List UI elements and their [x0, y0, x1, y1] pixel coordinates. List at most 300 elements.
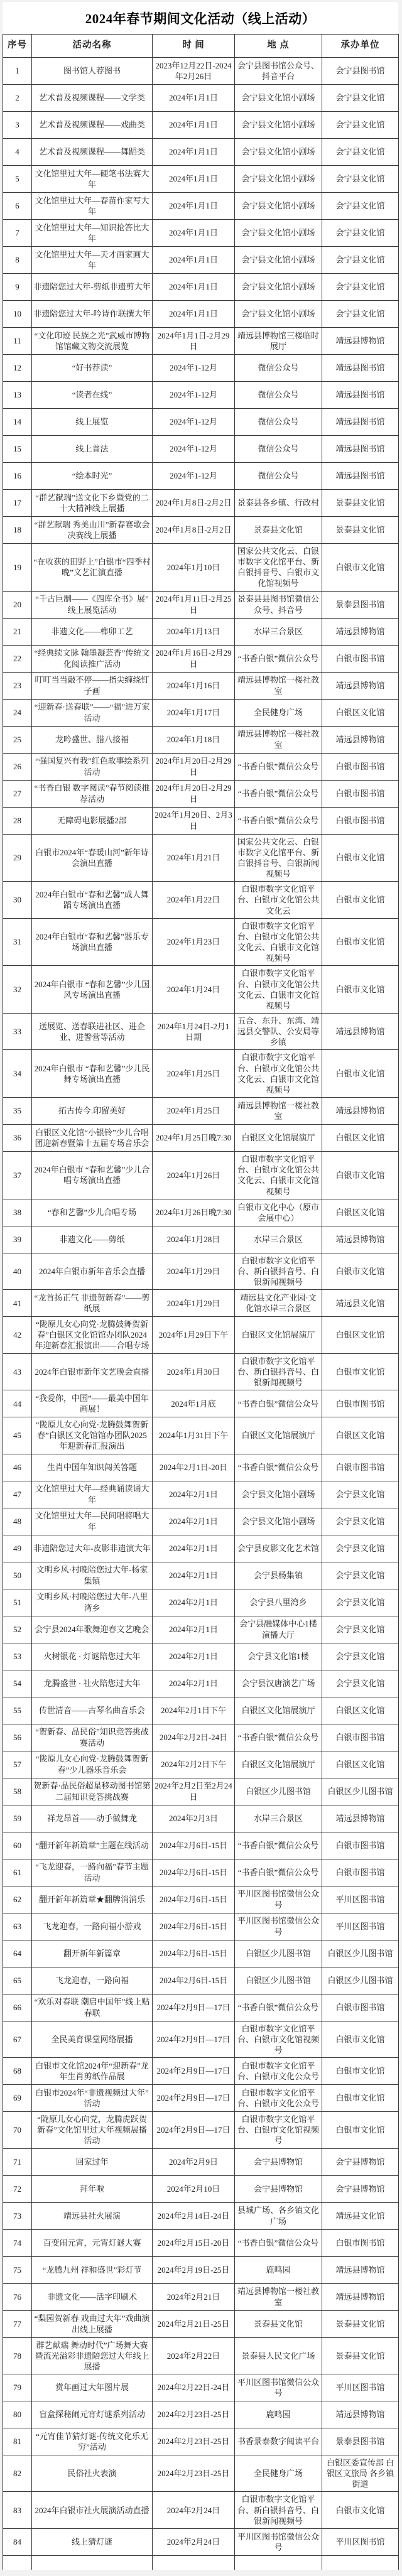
cell-location: 水岸三合景区	[235, 1226, 322, 1253]
table-row	[3, 1994, 399, 2021]
cell-organizer: 白银市文化馆	[322, 834, 399, 882]
cell-index: 50	[3, 1562, 32, 1589]
cell-index: 23	[3, 672, 32, 699]
cell-organizer: 白银市图书馆	[322, 1454, 399, 1481]
cell-time: 2024年2月1日	[153, 1616, 235, 1643]
table-row	[3, 1589, 399, 1616]
table-row	[3, 1353, 399, 1390]
table-row	[3, 1098, 399, 1125]
cell-location: 白银市文化中心（原市会展中心）	[235, 1199, 322, 1226]
cell-activity: 艺术普及视频课程——舞蹈类	[32, 139, 153, 166]
cell-organizer: 白银区文化馆	[322, 1317, 399, 1353]
cell-time: 2024年1月1日	[153, 220, 235, 247]
cell-time: 2024年2月9日—17日	[153, 2085, 235, 2112]
cell-location: 靖远县博物馆一楼社教室	[235, 726, 322, 753]
cell-activity: “龙腾九州 祥和盛世”彩灯节	[32, 2256, 153, 2283]
cell-index: 30	[3, 882, 32, 918]
cell-location: 白银区少儿图书馆	[235, 1778, 322, 1805]
table-row	[3, 807, 399, 834]
table-row	[3, 139, 399, 166]
cell-time: 2024年2月3日	[153, 1805, 235, 1832]
cell-organizer: 靖远县文化馆	[322, 2202, 399, 2229]
table-row	[3, 591, 399, 618]
cell-activity: 图书馆人荐图书	[32, 58, 153, 85]
cell-index: 47	[3, 1481, 32, 1508]
cell-index: 73	[3, 2202, 32, 2229]
cell-activity: 文化馆里过大年—春苗作家写大年	[32, 193, 153, 220]
cell-time: 2024年1月29日	[153, 1290, 235, 1317]
cell-organizer: 白银市文化馆	[322, 1152, 399, 1199]
cell-location: 景泰县文化馆	[235, 2310, 322, 2337]
cell-activity: 传世清音——古琴名曲音乐会	[32, 1697, 153, 1724]
cell-organizer: 靖远县博物馆	[322, 2401, 399, 2428]
cell-location: 微信公众号	[235, 436, 322, 463]
cell-organizer: 平川区图书馆	[322, 2374, 399, 2401]
cell-activity: 2024年白银市 “春和艺馨”少儿民舞专场演出直播	[32, 1050, 153, 1098]
cell-index: 21	[3, 618, 32, 645]
cell-location: 白银区文化馆展演厅	[235, 1417, 322, 1454]
cell-time: 2024年1-12月	[153, 355, 235, 382]
cell-time: 2024年1月25日	[153, 1050, 235, 1098]
cell-organizer: 白银市图书馆	[322, 780, 399, 807]
cell-time: 2024年1月24日	[153, 966, 235, 1014]
cell-index: 78	[3, 2337, 32, 2374]
cell-location: 会宁县融媒体中心1楼演播大厅	[235, 1616, 322, 1643]
table-row	[3, 1967, 399, 1994]
cell-time: 2024年1-12月	[153, 436, 235, 463]
table-row	[3, 58, 399, 85]
cell-activity: “书香白银 数字阅读”春节阅读推荐活动	[32, 780, 153, 807]
cell-time: 2024年1月25日	[153, 1098, 235, 1125]
bottom-gap	[0, 2570, 402, 2576]
cell-index: 60	[3, 1832, 32, 1859]
cell-time: 2024年1月10日	[153, 544, 235, 592]
table-row	[3, 436, 399, 463]
cell-time: 2024年1月1日	[153, 193, 235, 220]
cell-location: 景泰县县图书馆微信公众号、抖音号	[235, 591, 322, 618]
cell-index: 15	[3, 436, 32, 463]
cell-location: 靖远县文化产业园·文化馆水岸三合景区	[235, 1290, 322, 1317]
cell-index: 80	[3, 2401, 32, 2428]
table-row	[3, 1940, 399, 1967]
cell-activity: 飞龙迎春，一路向福小游戏	[32, 1913, 153, 1940]
cell-time: 2024年1月16日-2月29日	[153, 645, 235, 672]
cell-activity: 2024年白银市新年文艺晚会直播	[32, 1353, 153, 1390]
cell-time: 2024年2月1日	[153, 1535, 235, 1562]
cell-organizer: 会宁县文化馆	[322, 193, 399, 220]
cell-index: 16	[3, 463, 32, 490]
page-title: 2024年春节期间文化活动（线上活动）	[85, 11, 316, 26]
cell-time: 2024年2月9日—17日	[153, 2021, 235, 2057]
table-row	[3, 2374, 399, 2401]
cell-activity: “迎新春·送春联”——“福”进万家活动	[32, 699, 153, 726]
table-row	[3, 1913, 399, 1940]
cell-index: 66	[3, 1994, 32, 2021]
header-cell-organizer: 承办单位	[322, 35, 399, 58]
cell-time: 2024年1月29日	[153, 1253, 235, 1289]
cell-index: 18	[3, 517, 32, 544]
cell-index: 59	[3, 1805, 32, 1832]
cell-location: 平川区图书馆微信公众号	[235, 2374, 322, 2401]
cell-index: 2	[3, 85, 32, 112]
cell-time: 2024年2月24日	[153, 2492, 235, 2528]
table-row	[3, 166, 399, 193]
cell-location: 白银区文化馆展演厅	[235, 1125, 322, 1152]
cell-index: 24	[3, 699, 32, 726]
cell-index: 37	[3, 1152, 32, 1199]
cell-index: 7	[3, 220, 32, 247]
cell-index: 13	[3, 382, 32, 409]
table-body	[3, 58, 399, 2570]
table-row	[3, 2455, 399, 2491]
table-row	[3, 328, 399, 355]
table-row	[3, 1832, 399, 1859]
cell-location: 平川区图书馆微信公众号	[235, 1886, 322, 1913]
table-row	[3, 2112, 399, 2148]
cell-index: 12	[3, 355, 32, 382]
cell-index: 8	[3, 247, 32, 274]
cell-activity: “好书荐读”	[32, 355, 153, 382]
cell-activity: “陇原儿女心向党·龙腾鼓舞贺新春”白银区文化馆馆办团队2024年迎新春汇报演出——合唱专场	[32, 1317, 153, 1353]
cell-activity: 白银市2024年“春暖山河”新年诗会演出直播	[32, 834, 153, 882]
cell-index: 84	[3, 2528, 32, 2555]
cell-index: 1	[3, 58, 32, 85]
cell-location: 景泰县各乡镇、行政村	[235, 490, 322, 517]
table-row	[3, 193, 399, 220]
cell-activity: “陇原儿女心向党·龙腾鼓舞贺新春”白银区文化馆馆办团队2025年迎新春汇报演出	[32, 1417, 153, 1454]
table-row	[3, 1778, 399, 1805]
cell-location: 水岸三合景区	[235, 618, 322, 645]
cell-location: 靖远县博物馆一楼社教室	[235, 672, 322, 699]
cell-time: 2024年1-12月	[153, 382, 235, 409]
cell-activity: 艺术普及视频课程——文学类	[32, 85, 153, 112]
table-row	[3, 1226, 399, 1253]
cell-location: 会宁县杨集镇	[235, 1562, 322, 1589]
cell-activity: 叮叮当当敲不停——指尖缠绕钉子画	[32, 672, 153, 699]
cell-location: 靖远县博物馆一楼社教室	[235, 1098, 322, 1125]
cell-time: 2024年1月1日-2月29日	[153, 328, 235, 355]
cell-organizer: 白银市图书馆	[322, 645, 399, 672]
cell-activity: “龙首扬正气 非遗贺新春”——剪纸展	[32, 1290, 153, 1317]
cell-activity: 文明乡风·村晚陪您过大年-八里湾乡	[32, 1589, 153, 1616]
cell-activity: “陇原儿女心向党，龙腾虎跃贺新春”文化馆里过大年视频展播活动	[32, 2112, 153, 2148]
cell-index: 33	[3, 1013, 32, 1049]
cell-time: 2024年2月6日-15日	[153, 1913, 235, 1940]
table-row	[3, 112, 399, 139]
cell-time: 2024年2月21日	[153, 2283, 235, 2310]
cell-organizer: 会宁县文化馆	[322, 274, 399, 301]
cell-organizer: 会宁县文化馆	[322, 85, 399, 112]
cell-index: 58	[3, 1778, 32, 1805]
cell-time: 2024年2月23日-25日	[153, 2428, 235, 2455]
cell-activity: “春和艺馨”少儿合唱专场	[32, 1199, 153, 1226]
cell-index: 11	[3, 328, 32, 355]
cell-location: 会宁县八里湾乡	[235, 1589, 322, 1616]
cell-activity: 文化馆里过大年—知识抢答比大年	[32, 220, 153, 247]
cell-organizer: 白银市文化馆	[322, 882, 399, 918]
cell-location: 会宁县皮影文化艺术馆	[235, 1535, 322, 1562]
cell-activity: 民俗社火表演	[32, 2455, 153, 2491]
header-cell-activity: 活动名称	[32, 35, 153, 58]
cell-location: 会宁县汉唐演艺广场	[235, 1670, 322, 1697]
cell-location: 白银区文化馆展演厅	[235, 1751, 322, 1778]
cell-organizer: 白银市文化馆	[322, 1050, 399, 1098]
cell-organizer: 白银市文化馆	[322, 2085, 399, 2112]
cell-time: 2024年2月1日下午	[153, 1697, 235, 1724]
cell-organizer: 靖远县博物馆	[322, 328, 399, 355]
table-row	[3, 2528, 399, 2555]
table-row	[3, 490, 399, 517]
table-row	[3, 220, 399, 247]
cell-organizer: 靖远县图书馆	[322, 436, 399, 463]
cell-activity: 拜年啦	[32, 2175, 153, 2202]
cell-time: 2024年1月28日	[153, 1226, 235, 1253]
cell-organizer: 会宁县图书馆	[322, 58, 399, 85]
cell-time: 2024年1-12月	[153, 409, 235, 436]
cell-location: 微信公众号	[235, 409, 322, 436]
cell-time: 2024年1月24日-2月1日期	[153, 1013, 235, 1049]
cell-organizer: 靖远县博物馆	[322, 2256, 399, 2283]
cell-activity: “梨园贺新春 戏曲过大年”戏曲演出线上展播	[32, 2310, 153, 2337]
cell-index: 75	[3, 2256, 32, 2283]
cell-organizer: 景泰县文化馆	[322, 2310, 399, 2337]
table-row	[3, 2401, 399, 2428]
cell-location: 会宁县文化馆小剧场	[235, 1508, 322, 1535]
cell-activity: 线上普法	[32, 436, 153, 463]
cell-organizer: 白银区文化馆	[322, 1417, 399, 1454]
cell-location: 会宁县文化馆1楼	[235, 1643, 322, 1670]
cell-time: 2024年2月22日-24日	[153, 2374, 235, 2401]
table-row	[3, 753, 399, 780]
cell-index: 14	[3, 409, 32, 436]
cell-time: 2024年2月22日	[153, 2337, 235, 2374]
cell-activity: 龙吟盛世、腊八接福	[32, 726, 153, 753]
cell-index: 28	[3, 807, 32, 834]
cell-activity: “翻开新年新篇章”主题在线活动	[32, 1832, 153, 1859]
cell-location: 白银市数字文化馆平台、白银市文化馆公共文化云、白银市文化馆视频号	[235, 1050, 322, 1098]
cell-location: 微信公众号	[235, 463, 322, 490]
cell-organizer: 会宁县博物馆	[322, 2148, 399, 2175]
table-row	[3, 882, 399, 918]
table-row	[3, 1697, 399, 1724]
cell-index: 39	[3, 1226, 32, 1253]
table-row	[3, 1199, 399, 1226]
cell-location: 白银市数字文化馆平台、白银市文化公众号	[235, 2058, 322, 2085]
cell-organizer: 景泰县文化馆	[322, 517, 399, 544]
cell-organizer: 靖远县博物馆	[322, 1013, 399, 1049]
cell-index: 44	[3, 1390, 32, 1417]
cell-location: 白银市数字文化馆平台、白银市文化馆公共文化云	[235, 882, 322, 918]
cell-organizer: 会宁县文化馆	[322, 220, 399, 247]
cell-time: 2024年2月14日-24日	[153, 2202, 235, 2229]
cell-index: 81	[3, 2428, 32, 2455]
cell-time: 2024年1月26日	[153, 1152, 235, 1199]
cell-time: 2024年1月22日	[153, 882, 235, 918]
cell-activity: “群艺献瑞”送文化下乡暨党的二十大精神线上展播	[32, 490, 153, 517]
cell-activity: 靖远县社火展演	[32, 2202, 153, 2229]
cell-index: 79	[3, 2374, 32, 2401]
cell-location: 白银市数字文化馆平台、白银市文化公众号	[235, 2085, 322, 2112]
empty-stub-row	[3, 2555, 399, 2570]
cell-activity: 非遗陪您过大年-皮影非遗演大年	[32, 1535, 153, 1562]
cell-location: “书香白银”微信公众号	[235, 807, 322, 834]
cell-activity: 生肖中国年知识闯关答题	[32, 1454, 153, 1481]
cell-location: 靖远县博物馆三楼临时展厅	[235, 328, 322, 355]
cell-time: 2024年1月11日-2月25日	[153, 591, 235, 618]
cell-time: 2024年1月18日	[153, 726, 235, 753]
table-row	[3, 966, 399, 1014]
table-row	[3, 1050, 399, 1098]
cell-index: 3	[3, 112, 32, 139]
cell-time: 2024年1月1日	[153, 247, 235, 274]
cell-activity: “强国复兴有我”红色故事绘系列活动	[32, 753, 153, 780]
cell-index: 20	[3, 591, 32, 618]
cell-time: 2024年1月1日	[153, 301, 235, 328]
table-row	[3, 1670, 399, 1697]
cell-location: 鹿鸣园	[235, 2401, 322, 2428]
cell-organizer: 靖远县图书馆	[322, 355, 399, 382]
cell-index: 48	[3, 1508, 32, 1535]
cell-organizer: 靖远县图书馆	[322, 463, 399, 490]
cell-time: 2024年1月1日	[153, 274, 235, 301]
cell-time: 2024年2月9日—17日	[153, 2058, 235, 2085]
cell-time: 2024年1月8日-2月2日	[153, 517, 235, 544]
cell-organizer: 白银区少儿图书馆	[322, 1940, 399, 1967]
table-row	[3, 2310, 399, 2337]
cell-index: 67	[3, 2021, 32, 2057]
cell-time: 2024年2月2日下午	[153, 1751, 235, 1778]
cell-activity: 线上猜灯谜	[32, 2528, 153, 2555]
cell-index: 57	[3, 1751, 32, 1778]
cell-time: 2024年1月1日	[153, 112, 235, 139]
table-row	[3, 2428, 399, 2455]
cell-organizer: 白银市文化馆	[322, 2112, 399, 2148]
cell-activity: 2024年白银市 “春和艺馨”少儿合唱专场演出直播	[32, 1152, 153, 1199]
cell-activity: 2024年白银市 “春和艺馨”少儿国风专场演出直播	[32, 966, 153, 1014]
table-row	[3, 1290, 399, 1317]
cell-time: 2024年2月1日	[153, 1643, 235, 1670]
table-row	[3, 2085, 399, 2112]
cell-time	[153, 2555, 235, 2570]
table-row	[3, 463, 399, 490]
cell-activity: 白银市2024年“非遗视频过大年”活动	[32, 2085, 153, 2112]
cell-organizer: 靖远县图书馆	[322, 409, 399, 436]
cell-organizer: 白银市图书馆	[322, 753, 399, 780]
cell-organizer: 景泰县图书馆	[322, 591, 399, 618]
activities-table	[3, 34, 399, 2570]
cell-index: 35	[3, 1098, 32, 1125]
cell-time: 2024年1月8日-2月2日	[153, 490, 235, 517]
table-row	[3, 355, 399, 382]
cell-time: 2024年2月24日	[153, 2528, 235, 2555]
cell-activity: 会宁县2024年歌舞迎春文艺晚会	[32, 1616, 153, 1643]
cell-time: 2024年2月9日	[153, 2148, 235, 2175]
cell-location: “书香白银”微信公众号	[235, 1390, 322, 1417]
table-row	[3, 517, 399, 544]
cell-location: 白银区文化馆展演厅	[235, 1697, 322, 1724]
cell-organizer: 白银市文化馆	[322, 1353, 399, 1390]
cell-location: 白银市数字文化馆平台、白银市文化馆公共文化云、白银市文化馆视频号	[235, 918, 322, 966]
cell-organizer: 靖远县博物馆	[322, 618, 399, 645]
cell-organizer: 靖远县文化馆	[322, 1290, 399, 1317]
cell-location	[235, 2555, 322, 2570]
cell-location: 白银市数字文化馆平台、白银市文化馆公共文化云、白银市文化馆视频号	[235, 1152, 322, 1199]
cell-activity: 送展览、送春联进社区、进企业、进警营等活动	[32, 1013, 153, 1049]
table-row	[3, 1616, 399, 1643]
cell-time: 2024年2月1日	[153, 1481, 235, 1508]
table-row	[3, 726, 399, 753]
cell-index: 69	[3, 2085, 32, 2112]
cell-organizer: 白银市文化馆	[322, 966, 399, 1014]
table-row	[3, 1152, 399, 1199]
cell-time: 2024年1月13日	[153, 618, 235, 645]
cell-index: 46	[3, 1454, 32, 1481]
table-row	[3, 1317, 399, 1353]
cell-organizer: 白银市图书馆	[322, 1994, 399, 2021]
cell-activity: 龙腾盛世 · 社火陪您过大年	[32, 1670, 153, 1697]
table-row	[3, 645, 399, 672]
cell-time: 2024年1月21日	[153, 834, 235, 882]
cell-location: 会宁县文化馆小剧场	[235, 139, 322, 166]
cell-activity: 无障碍电影展播2部	[32, 807, 153, 834]
cell-activity: “在收获的田野上”白银市“四季村晚”文艺汇演直播	[32, 544, 153, 592]
cell-location: 会宁县博物馆	[235, 2175, 322, 2202]
header-cell-time: 时 间	[153, 35, 235, 58]
cell-time: 2024年2月2日至2月24日	[153, 1778, 235, 1805]
table-row	[3, 2202, 399, 2229]
cell-index: 31	[3, 918, 32, 966]
table-row	[3, 1508, 399, 1535]
cell-organizer: 会宁县文化馆	[322, 247, 399, 274]
cell-location: “书香白银”微信公众号	[235, 753, 322, 780]
cell-activity: 全民美育课堂网络展播	[32, 2021, 153, 2057]
cell-organizer: 景泰县图书馆	[322, 2428, 399, 2455]
cell-activity: 2024年白银市“春和艺馨”器乐专场演出直播	[32, 918, 153, 966]
cell-activity: 文化馆里过大年—民间唱将唱大年	[32, 1508, 153, 1535]
cell-index: 17	[3, 490, 32, 517]
cell-time: 2024年2月2日-24日	[153, 1724, 235, 1751]
cell-organizer: 会宁县文化馆	[322, 1643, 399, 1670]
cell-time: 2024年2月6日-15日	[153, 1859, 235, 1886]
cell-activity: 赏年画过大年图片展	[32, 2374, 153, 2401]
cell-activity	[32, 2555, 153, 2570]
cell-location: 会宁县文化馆小剧场	[235, 1481, 322, 1508]
cell-index: 65	[3, 1967, 32, 1994]
cell-time: 2024年2月1日	[153, 1508, 235, 1535]
cell-activity: 回家过年	[32, 2148, 153, 2175]
cell-organizer: 白银市图书馆	[322, 1724, 399, 1751]
cell-time: 2024年2月21日-25日	[153, 2310, 235, 2337]
cell-organizer: 白银市图书馆	[322, 1390, 399, 1417]
cell-index: 25	[3, 726, 32, 753]
cell-time: 2024年2月23日-25日	[153, 2401, 235, 2428]
cell-organizer	[322, 2555, 399, 2570]
cell-organizer: 白银区文化馆	[322, 1199, 399, 1226]
cell-location: 白银市数字文化馆平台、白银市文化馆视频号	[235, 2112, 322, 2148]
cell-organizer: 会宁县文化馆	[322, 1535, 399, 1562]
cell-index: 52	[3, 1616, 32, 1643]
cell-index: 19	[3, 544, 32, 592]
table-row	[3, 2021, 399, 2057]
cell-time: 2024年2月19日-25日	[153, 2256, 235, 2283]
cell-organizer: 会宁县文化馆	[322, 1589, 399, 1616]
cell-location: 微信公众号	[235, 355, 322, 382]
cell-organizer: 白银市图书馆	[322, 1859, 399, 1886]
cell-time: 2023年12月22日-2024年2月26日	[153, 58, 235, 85]
cell-index: 56	[3, 1724, 32, 1751]
cell-location: “书香白银”微信公众号	[235, 1724, 322, 1751]
cell-index: 83	[3, 2492, 32, 2528]
